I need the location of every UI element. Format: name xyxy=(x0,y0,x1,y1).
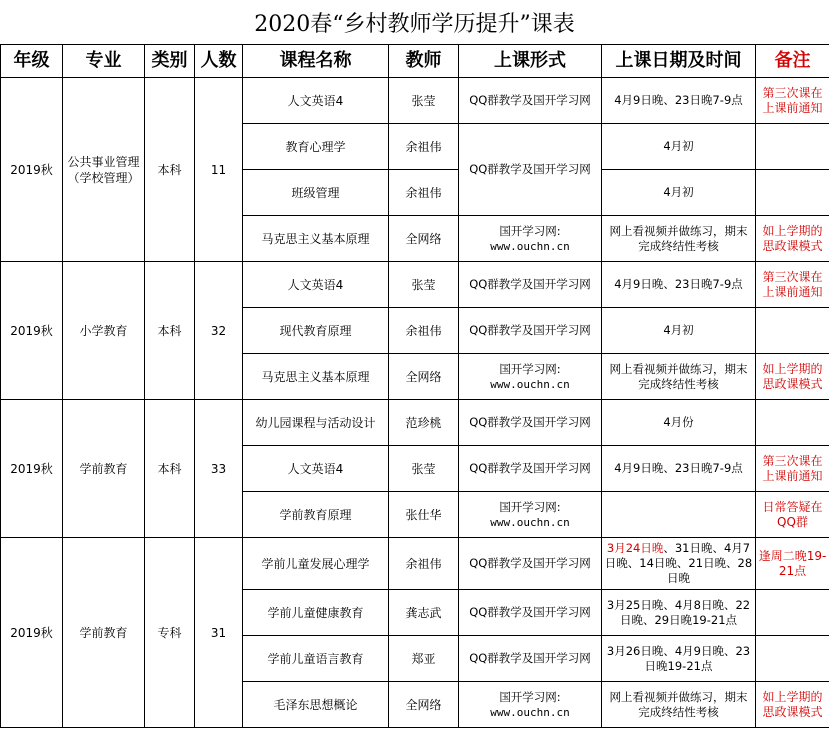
note-cell xyxy=(756,308,829,354)
schedule-table xyxy=(0,44,829,728)
form-line1: 国开学习网: xyxy=(499,361,561,376)
form-cell xyxy=(459,216,602,262)
course-cell: 现代教育原理 xyxy=(243,308,389,354)
form-url: www.ouchn.cn xyxy=(490,705,570,719)
count-cell: 32 xyxy=(195,262,243,400)
header-date: 上课日期及时间 xyxy=(602,45,756,78)
course-cell: 学前儿童语言教育 xyxy=(243,636,389,682)
form-cell: QQ群教学及国开学习网 xyxy=(459,636,602,682)
form-line1: 国开学习网: xyxy=(499,689,561,704)
header-note: 备注 xyxy=(756,45,829,78)
course-cell: 幼儿园课程与活动设计 xyxy=(243,400,389,446)
form-url: www.ouchn.cn xyxy=(490,239,570,253)
date-cell xyxy=(602,538,756,590)
table-row xyxy=(1,538,829,590)
major-cell: 公共事业管理（学校管理） xyxy=(63,78,145,262)
course-cell: 马克思主义基本原理 xyxy=(243,216,389,262)
note-cell: 第三次课在上课前通知 xyxy=(756,262,829,308)
header-count: 人数 xyxy=(195,45,243,78)
type-cell: 专科 xyxy=(145,538,195,728)
form-cell: QQ群教学及国开学习网 xyxy=(459,308,602,354)
date-cell: 4月初 xyxy=(602,170,756,216)
table-row xyxy=(1,78,829,124)
header-form: 上课形式 xyxy=(459,45,602,78)
form-cell: QQ群教学及国开学习网 xyxy=(459,262,602,308)
header-row xyxy=(1,45,829,78)
header-type: 类别 xyxy=(145,45,195,78)
teacher-cell: 余祖伟 xyxy=(389,308,459,354)
note-cell: 如上学期的思政课模式 xyxy=(756,216,829,262)
major-cell: 学前教育 xyxy=(63,400,145,538)
grade-cell: 2019秋 xyxy=(1,400,63,538)
header-grade: 年级 xyxy=(1,45,63,78)
note-cell xyxy=(756,590,829,636)
teacher-cell: 张仕华 xyxy=(389,492,459,538)
teacher-cell: 全网络 xyxy=(389,354,459,400)
form-cell: QQ群教学及国开学习网 xyxy=(459,590,602,636)
form-cell xyxy=(459,682,602,728)
page-title: 2020春“乡村教师学历提升”课表 xyxy=(0,0,829,45)
form-cell: QQ群教学及国开学习网 xyxy=(459,538,602,590)
header-major: 专业 xyxy=(63,45,145,78)
form-cell: QQ群教学及国开学习网 xyxy=(459,78,602,124)
date-cell: 4月初 xyxy=(602,308,756,354)
type-cell: 本科 xyxy=(145,78,195,262)
count-cell: 11 xyxy=(195,78,243,262)
form-line1: 国开学习网: xyxy=(499,499,561,514)
course-cell: 人文英语4 xyxy=(243,78,389,124)
note-cell: 第三次课在上课前通知 xyxy=(756,78,829,124)
header-course: 课程名称 xyxy=(243,45,389,78)
teacher-cell: 范珍桃 xyxy=(389,400,459,446)
date-cell: 网上看视频并做练习，期末完成终结性考核 xyxy=(602,682,756,728)
table-row xyxy=(1,400,829,446)
course-cell: 学前儿童发展心理学 xyxy=(243,538,389,590)
type-cell: 本科 xyxy=(145,262,195,400)
teacher-cell: 余祖伟 xyxy=(389,538,459,590)
note-cell xyxy=(756,400,829,446)
course-cell: 人文英语4 xyxy=(243,446,389,492)
date-highlight: 3月24日晚 xyxy=(606,541,664,555)
date-cell: 4月9日晚、23日晚7-9点 xyxy=(602,78,756,124)
teacher-cell: 张莹 xyxy=(389,78,459,124)
note-cell xyxy=(756,636,829,682)
date-cell: 网上看视频并做练习，期末完成终结性考核 xyxy=(602,354,756,400)
course-cell: 班级管理 xyxy=(243,170,389,216)
date-cell: 4月初 xyxy=(602,124,756,170)
form-line1: 国开学习网: xyxy=(499,223,561,238)
teacher-cell: 余祖伟 xyxy=(389,124,459,170)
note-cell xyxy=(756,170,829,216)
count-cell: 31 xyxy=(195,538,243,728)
major-cell: 学前教育 xyxy=(63,538,145,728)
form-url: www.ouchn.cn xyxy=(490,515,570,529)
note-cell: 逢周二晚19-21点 xyxy=(756,538,829,590)
form-cell xyxy=(459,354,602,400)
table-row xyxy=(1,262,829,308)
date-cell: 网上看视频并做练习，期末完成终结性考核 xyxy=(602,216,756,262)
note-cell: 日常答疑在QQ群 xyxy=(756,492,829,538)
grade-cell: 2019秋 xyxy=(1,262,63,400)
type-cell: 本科 xyxy=(145,400,195,538)
teacher-cell: 龚志武 xyxy=(389,590,459,636)
course-cell: 人文英语4 xyxy=(243,262,389,308)
form-cell: QQ群教学及国开学习网 xyxy=(459,124,602,216)
grade-cell: 2019秋 xyxy=(1,78,63,262)
form-cell xyxy=(459,492,602,538)
date-cell: 3月25日晚、4月8日晚、22日晚、29日晚19-21点 xyxy=(602,590,756,636)
teacher-cell: 张莹 xyxy=(389,446,459,492)
date-cell: 4月9日晚、23日晚7-9点 xyxy=(602,262,756,308)
date-cell: 4月份 xyxy=(602,400,756,446)
major-cell: 小学教育 xyxy=(63,262,145,400)
form-cell: QQ群教学及国开学习网 xyxy=(459,400,602,446)
teacher-cell: 余祖伟 xyxy=(389,170,459,216)
teacher-cell: 郑亚 xyxy=(389,636,459,682)
course-cell: 马克思主义基本原理 xyxy=(243,354,389,400)
grade-cell: 2019秋 xyxy=(1,538,63,728)
count-cell: 33 xyxy=(195,400,243,538)
course-cell: 毛泽东思想概论 xyxy=(243,682,389,728)
course-cell: 学前教育原理 xyxy=(243,492,389,538)
note-cell: 第三次课在上课前通知 xyxy=(756,446,829,492)
header-teacher: 教师 xyxy=(389,45,459,78)
date-cell xyxy=(602,492,756,538)
course-cell: 学前儿童健康教育 xyxy=(243,590,389,636)
course-cell: 教育心理学 xyxy=(243,124,389,170)
date-cell: 4月9日晚、23日晚7-9点 xyxy=(602,446,756,492)
date-rest: 、31日晚、4月7日晚、14日晚、21日晚、28日晚 xyxy=(604,541,753,585)
note-cell: 如上学期的思政课模式 xyxy=(756,354,829,400)
note-cell xyxy=(756,124,829,170)
teacher-cell: 全网络 xyxy=(389,216,459,262)
teacher-cell: 全网络 xyxy=(389,682,459,728)
teacher-cell: 张莹 xyxy=(389,262,459,308)
date-cell: 3月26日晚、4月9日晚、23日晚19-21点 xyxy=(602,636,756,682)
form-url: www.ouchn.cn xyxy=(490,377,570,391)
note-cell: 如上学期的思政课模式 xyxy=(756,682,829,728)
form-cell: QQ群教学及国开学习网 xyxy=(459,446,602,492)
